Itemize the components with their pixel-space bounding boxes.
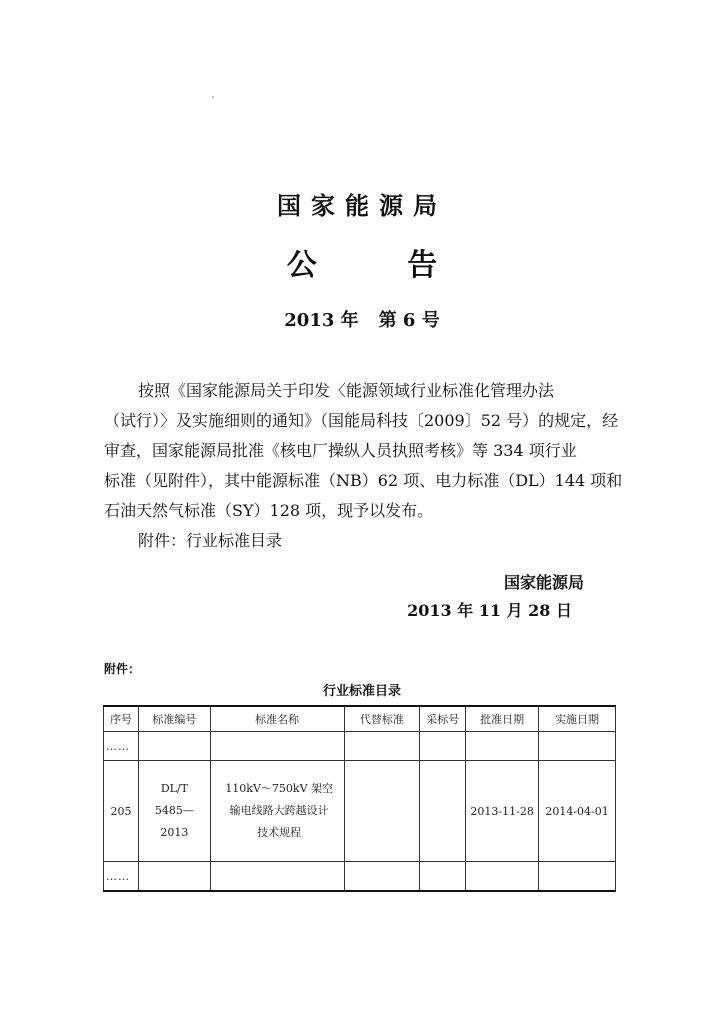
standard-name-line: 110kV～750kV 架空 xyxy=(225,782,334,795)
seq-cell: 205 xyxy=(104,761,139,862)
table-row xyxy=(104,732,616,761)
issue-number xyxy=(0,306,724,332)
attachment-note: 附件：行业标准目录 xyxy=(138,531,283,550)
body-line: 石油天然气标准（SY）128 项，现予以发布。 xyxy=(104,501,434,520)
body-line: 按照《国家能源局关于印发〈能源领域行业标准化管理办法 xyxy=(138,381,555,400)
table-row xyxy=(104,761,616,862)
issuing-organization-title: 国家能源局 xyxy=(277,192,447,220)
approved-date-cell: 2013-11-28 xyxy=(466,761,539,862)
standard-code-cell xyxy=(138,761,210,862)
table-header-row xyxy=(104,706,616,732)
issue-no: 第 6 号 xyxy=(378,310,440,331)
document-type-title: 公 告 xyxy=(286,248,478,283)
column-header: 批准日期 xyxy=(466,706,539,732)
standard-name-cell xyxy=(210,761,344,862)
column-header: 标准编号 xyxy=(138,706,210,732)
standard-name-line: 技术规程 xyxy=(257,826,302,839)
column-header: 实施日期 xyxy=(539,706,616,732)
table-row xyxy=(104,862,616,892)
appendix-label: 附件： xyxy=(104,662,141,676)
column-header: 采标号 xyxy=(420,706,466,732)
replaces-cell xyxy=(344,761,420,862)
catalog-table-title: 行业标准目录 xyxy=(322,684,401,699)
standard-code-prefix: DL/T xyxy=(160,782,188,795)
adopted-cell xyxy=(420,761,466,862)
column-header: 标准名称 xyxy=(210,706,344,732)
ellipsis-cell: …… xyxy=(104,862,139,892)
column-header: 序号 xyxy=(104,706,139,732)
body-line: 标准（见附件），其中能源标准（NB）62 项、电力标准（DL）144 项和 xyxy=(104,471,623,490)
effective-date-cell: 2014-04-01 xyxy=(539,761,616,862)
standard-name-line: 输电线路大跨越设计 xyxy=(229,804,329,817)
column-header: 代替标准 xyxy=(344,706,420,732)
standards-catalog-table xyxy=(103,705,616,892)
standard-code-number: 5485—2013 xyxy=(154,804,194,839)
body-line: （试行）〉及实施细则的通知》（国能局科技〔2009〕52 号）的规定，经 xyxy=(104,411,619,430)
body-line: 审查，国家能源局批准《核电厂操纵人员执照考核》等 334 项行业 xyxy=(104,441,577,460)
ellipsis-cell: …… xyxy=(104,732,139,761)
announcement-body xyxy=(104,376,623,556)
signature-organization: 国家能源局 xyxy=(503,573,584,592)
scan-speck xyxy=(212,96,214,98)
signature-date: 2013 年 11 月 28 日 xyxy=(407,601,572,620)
issue-year: 2013 年 xyxy=(284,310,359,331)
